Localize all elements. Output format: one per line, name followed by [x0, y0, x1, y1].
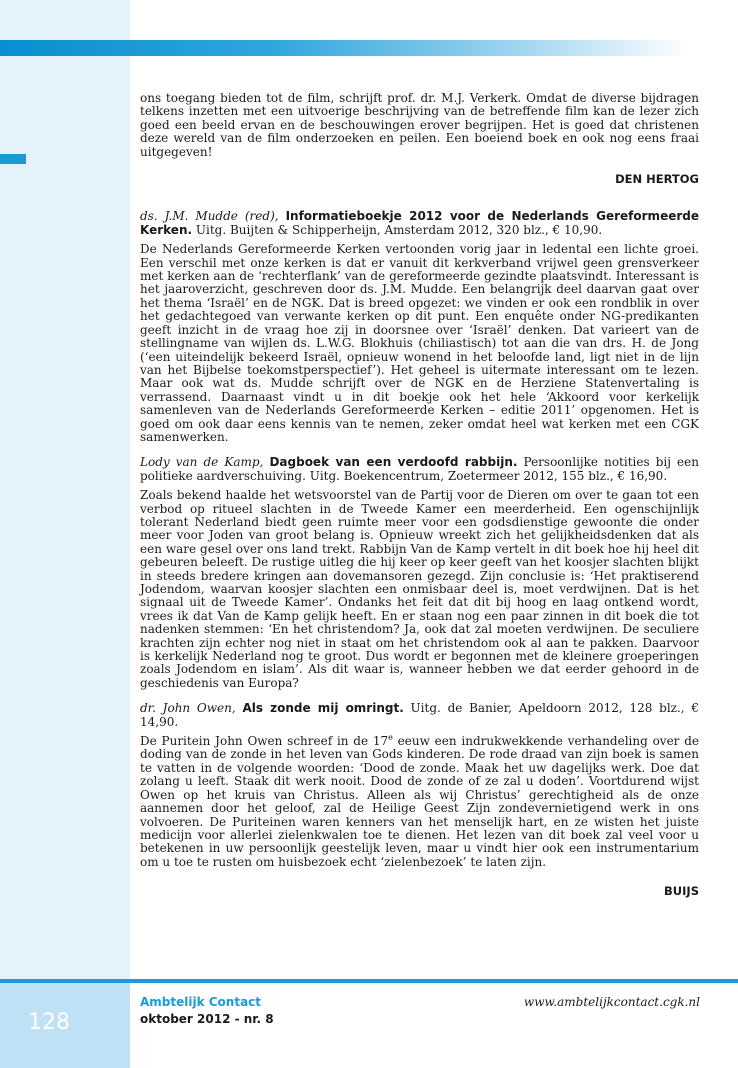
journal-name: Ambtelijk Contact	[140, 995, 262, 1009]
review-body: Zoals bekend haalde het wetsvoorstel van de Partij voor de Dieren om over te gaan tot een verbod op ritueel slachten in de Tweede Kamer een meerderheid. Een ogenschijnlijk tolerant Nederland biedt geen ruimte meer voor een godsdienstige gewoonte die onder meer voor Joden van groot belang is. Opnieuw wreekt zich het gelijkheidsdenken dat als een ware gesel over ons land trekt. Rabbijn Van de Kamp vertelt in dit boek hoe hij heel dit gebeuren beleeft. De rustige uitleg die hij keer op keer geeft van het koosjer slachten blijkt in steeds bredere kringen aan dovemansoren gezegd. Zijn conclusie is: ‘Het praktiserend Jodendom, waarvan koosjer slachten een onmisbaar deel is, moet verdwijnen. Dat is het signaal uit de Tweede Kamer’. Ondanks het feit dat dit bij hoog en laag ontkend wordt, vrees ik dat Van de Kamp gelijk heeft. En er staan nog een paar zinnen in dit boek die tot nadenken stemmen: ‘En het christendom? Ja, ook dat zal moeten verdwijnen. De seculiere krachten zijn echter nog niet in staat om het christendom ook al aan te pakken. Daarvoor is kerkelijk Nederland nog te groot. Dus wordt er begonnen met de kleinere groeperingen zoals Jodendom en islam’. Als dit waar is, wanneer hebben we dat eerder gehoord in de geschiedenis van Europa?	[140, 488, 699, 690]
review-reference	[140, 702, 699, 729]
review-details: Uitg. Buijten & Schipperheijn, Amsterdam 2012, 320 blz., € 10,90.	[195, 222, 603, 237]
review-reference	[140, 210, 699, 237]
issue-info: oktober 2012 - nr. 8	[140, 1012, 274, 1026]
review-details: Persoonlijke notities bij een politieke aardverschuiving. Uitg. Boekencentrum, Zoetermeer 2012, 155 blz., € 16,90.	[140, 455, 699, 483]
signature-buijs: BUIJS	[664, 884, 699, 899]
review-body-part: eeuw een indrukwekkende verhandeling over de doding van de zonde in het leven van Gods kinderen. De rode draad van zijn boek is samen te vatten in de volgende woorden: ‘Dood de zonde. Maak het uw dagelijks werk. Doe dat zolang u leeft. Staak dit werk nooit. Dood de zonde of ze zal u doden’. Voortdurend wijst Owen op het kruis van Christus. Alleen als wij Christus’ gerechtigheid als de onze aannemen door het geloof, zal de Heilige Geest Zijn zondevernietigend werk in ons volvoeren. De Puriteinen waren kenners van het menselijk hart, en ze wisten het juiste medicijn voor allerlei zielenkwalen toe te dienen. Het lezen van dit boek zal veel voor u betekenen in uw persoonlijk geestelijk leven, maar u vindt hier ook een instrumentarium om u toe te rusten om huisbezoek echt ‘zielenbezoek’ te laten zijn.	[140, 734, 699, 869]
review-author: Lody van de Kamp,	[140, 455, 264, 470]
review-author: ds. J.M. Mudde (red),	[140, 209, 279, 224]
signature-den-hertog: DEN HERTOG	[615, 172, 699, 187]
review-book-title: Dagboek van een verdoofd rabbijn.	[269, 455, 518, 470]
superscript: e	[388, 733, 393, 743]
intro-paragraph: ons toegang bieden tot de film, schrijft prof. dr. M.J. Verkerk. Omdat de diverse bijdragen telkens inzetten met een uitvoerige beschrijving van de betreffende film kan de lezer zich goed een beeld ervan en de beschouwingen erover begrijpen. Het is goed dat christenen deze wereld van de film onderzoeken en peilen. Een boeiend boek en ook nog eens fraai uitgegeven!	[140, 91, 699, 159]
review-reference	[140, 456, 699, 483]
review-body-part: De Puritein John Owen schreef in de 17	[140, 734, 389, 749]
review-book-title: Als zonde mij omringt.	[242, 701, 404, 716]
review-details: Uitg. de Banier, Apeldoorn 2012, 128 blz., € 14,90.	[140, 701, 699, 729]
side-marker	[0, 154, 26, 164]
website-link[interactable]: www.ambtelijkcontact.cgk.nl	[523, 995, 700, 1009]
review-body	[140, 735, 699, 869]
header-gradient-band	[0, 40, 690, 56]
review-book-title: Informatieboekje 2012 voor de Nederlands Gereformeerde Kerken.	[140, 209, 699, 237]
article-content	[140, 92, 699, 899]
review-author: dr. John Owen,	[140, 701, 236, 716]
review-body: De Nederlands Gereformeerde Kerken vertoonden vorig jaar in ledental een lichte groei. Een verschil met onze kerken is dat er vanuit dit kerkverband vrijwel geen grensverkeer met kerken aan de ‘rechterflank’ van de gereformeerde gezindte plaatsvindt. Interessant is het jaaroverzicht, geschreven door ds. J.M. Mudde. Een belangrijk deel daarvan gaat over het thema ‘Israël’ en de NGK. Dat is breed opgezet: we vinden er ook een rondblik in over het gedachtegoed van verwante kerken op dit punt. Een enquête onder NG-predikanten geeft inzicht in de vraag hoe zij in doorsnee over ‘Israël’ denken. Dat varieert van de stellingname van wijlen ds. L.W.G. Blokhuis (chiliastisch) tot aan die van drs. H. de Jong (‘een uiteindelijk bekeerd Israël, opnieuw wonend in het beloofde land, ligt niet in de lijn van het Bijbelse toekomstperspectief’). Het geheel is uitermate interessant om te lezen. Maar ook wat ds. Mudde schrijft over de NGK en de Herziene Statenvertaling is verrassend. Daarnaast vindt u in dit boekje ook het hele ‘Akkoord voor kerkelijk samenleven van de Nederlands Gereformeerde Kerken – editie 2011’ opgenomen. Het is goed om ook daar eens kennis van te nemen, zeker omdat heel wat kerken met een CGK samenwerken.	[140, 242, 699, 444]
page-number: 128	[28, 1010, 70, 1035]
